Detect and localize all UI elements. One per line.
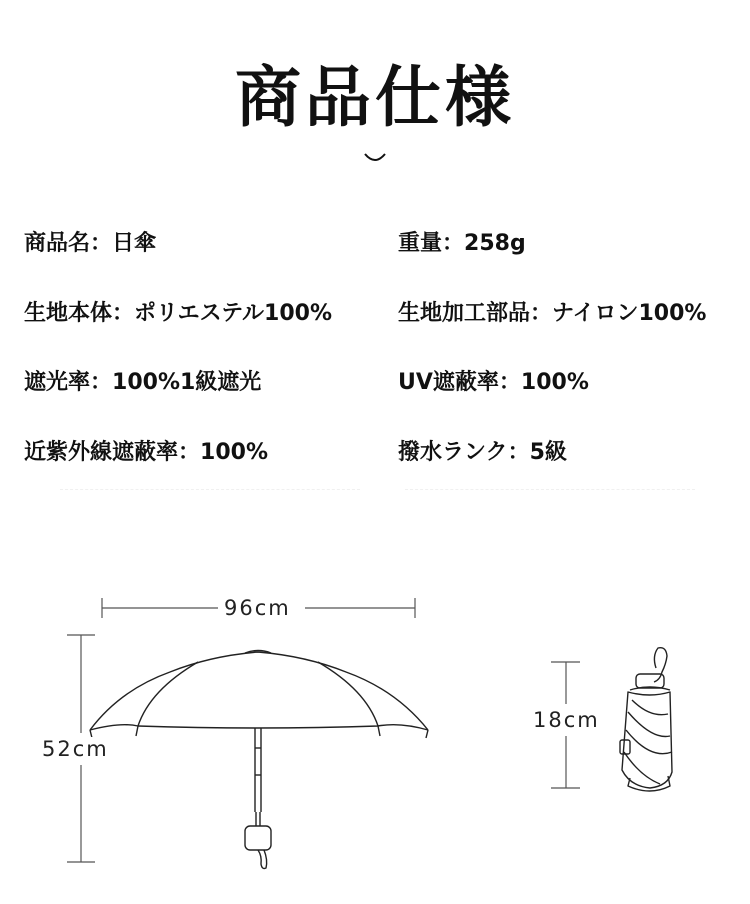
spec-label: 生地本体 xyxy=(24,301,113,326)
spec-label: 遮光率 xyxy=(24,370,91,395)
open-umbrella-icon xyxy=(90,651,428,869)
spec-value: ポリエステル100% xyxy=(134,301,333,326)
folded-umbrella-icon xyxy=(620,648,672,791)
spec-label: 重量 xyxy=(398,231,443,256)
spec-value: 258g xyxy=(464,231,526,256)
spec-separator: ： xyxy=(530,301,553,326)
spec-value: 100%1級遮光 xyxy=(112,370,262,395)
spec-separator: ： xyxy=(442,231,465,256)
spec-label: UV遮蔽率 xyxy=(398,370,499,395)
spec-label: 生地加工部品 xyxy=(398,301,531,326)
spec-value: 100% xyxy=(520,370,589,395)
spec-value: 日傘 xyxy=(112,231,157,256)
spec-value: 5級 xyxy=(529,440,567,465)
spec-separator: ： xyxy=(178,440,201,465)
spec-label: 撥水ランク xyxy=(398,440,508,465)
spec-separator: ： xyxy=(90,370,113,395)
open-height-label: 52cm xyxy=(42,737,109,761)
spec-value: 100% xyxy=(200,440,268,465)
spec-label: 商品名 xyxy=(24,231,91,256)
folded-length-label: 18cm xyxy=(533,708,600,732)
spec-separator: ： xyxy=(498,370,521,395)
page-title: 商品仕様 xyxy=(235,59,515,136)
open-width-label: 96cm xyxy=(224,596,291,620)
spec-separator: ： xyxy=(90,231,113,256)
spec-value: ナイロン100% xyxy=(552,301,707,326)
spec-separator: ： xyxy=(112,301,135,326)
spec-separator: ： xyxy=(507,440,530,465)
spec-label: 近紫外線遮蔽率 xyxy=(24,440,179,465)
